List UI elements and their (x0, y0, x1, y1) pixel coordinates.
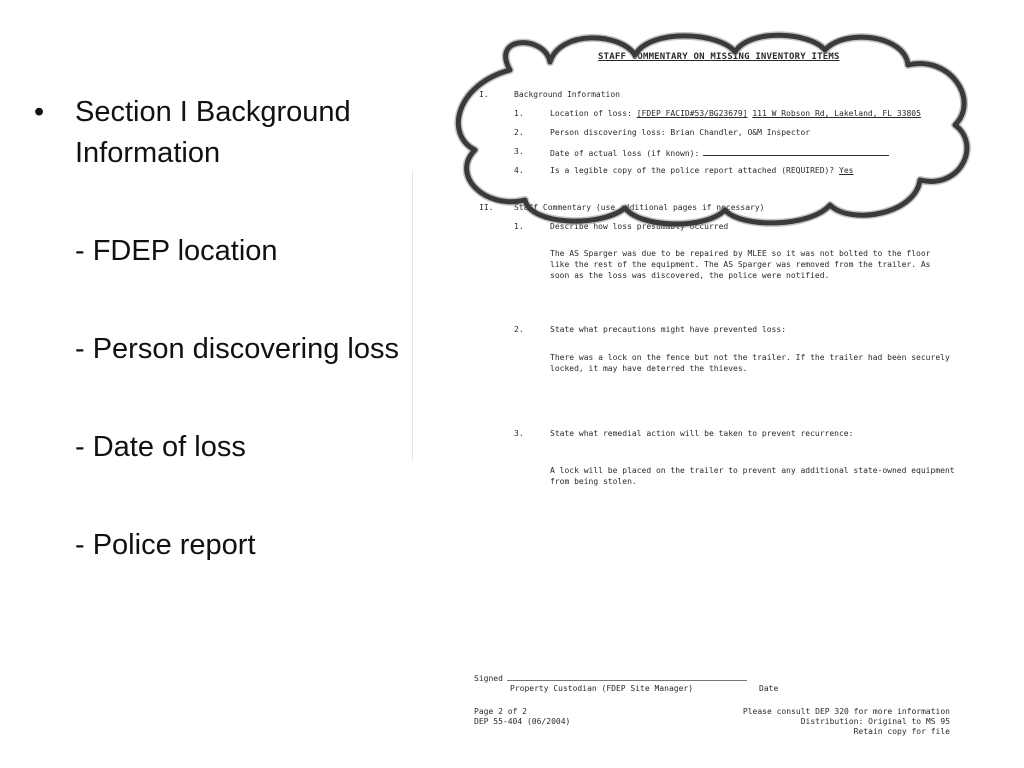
section2-number: II. (479, 203, 494, 212)
s2-item2-answer: There was a lock on the fence but not the trailer. If the trailer had been securely locked, it may have deterred the thieves. (550, 353, 950, 373)
s2-item1-num: 1. (514, 222, 524, 231)
s1-item1-num: 1. (514, 109, 524, 118)
date-of-loss-blank (703, 147, 889, 156)
signed-label: Signed (474, 674, 503, 683)
custodian-label: Property Custodian (FDEP Site Manager) (510, 684, 694, 693)
page-number: Page 2 of 2 (474, 707, 527, 716)
section1-heading: Background Information (514, 90, 620, 99)
section2-heading: Staff Commentary (use additional pages if necessary) (514, 203, 765, 212)
signature-line (474, 674, 747, 683)
date-label: Date (759, 684, 779, 693)
s2-item2-question: State what precautions might have prevented loss: (550, 325, 787, 334)
s2-item1-answer: The AS Sparger was due to be repaired by MLEE so it was not bolted to the floor like the rest of the equipment. The AS Sparger was removed from the trailer. As soon as the loss was discovered, the police were notified. (550, 249, 931, 280)
location-label: Location of loss: (550, 109, 632, 118)
s2-item2-num: 2. (514, 325, 524, 334)
scanned-form-document (462, 40, 982, 752)
s2-item3-question: State what remedial action will be taken to prevent recurrence: (550, 429, 854, 438)
consult-note: Please consult DEP 320 for more information (742, 707, 950, 716)
sub-item-fdep-location: - FDEP location (75, 235, 278, 267)
section-title-text: Section I Background Information (75, 96, 351, 169)
s1-item4 (550, 166, 853, 175)
signature-blank (507, 674, 747, 681)
s1-item2-num: 2. (514, 128, 524, 137)
date-of-loss-label: Date of actual loss (if known): (550, 149, 700, 158)
s2-item3-answer: A lock will be placed on the trailer to prevent any additional state-owned equipment from being stolen. (550, 466, 955, 486)
slide-bullet-list (34, 92, 414, 566)
retain-note: Retain copy for file (853, 727, 950, 736)
s1-item3-num: 3. (514, 147, 524, 156)
police-report-question: Is a legible copy of the police report attached (REQUIRED)? (550, 166, 835, 175)
location-address: 111 W Robson Rd, Lakeland, FL 33805 (752, 109, 921, 118)
sub-item-police-report: - Police report (75, 529, 256, 561)
distribution-note: Distribution: Original to MS 95 (800, 717, 950, 726)
police-report-answer: Yes (839, 166, 854, 175)
form-number: DEP 55-404 (06/2004) (474, 717, 571, 726)
sub-item-person-discovering: - Person discovering loss (75, 333, 399, 365)
s2-item1-question: Describe how loss presumably occurred (550, 222, 729, 231)
s1-item4-num: 4. (514, 166, 524, 175)
s1-item1 (550, 109, 921, 118)
form-title: STAFF COMMENTARY ON MISSING INVENTORY ITEMS (598, 52, 840, 62)
bullet-section-title (34, 92, 414, 174)
section1-number: I. (479, 90, 489, 99)
s2-item3-num: 3. (514, 429, 524, 438)
person-discovering-loss: Person discovering loss: Brian Chandler, O&M Inspector (550, 128, 811, 137)
scan-edge (412, 170, 413, 460)
bullet-dot: • (34, 96, 45, 128)
sub-item-date-of-loss: - Date of loss (75, 431, 246, 463)
s1-item3 (550, 147, 889, 158)
location-facid: [FDEP FACID#53/BG23679] (636, 109, 748, 118)
